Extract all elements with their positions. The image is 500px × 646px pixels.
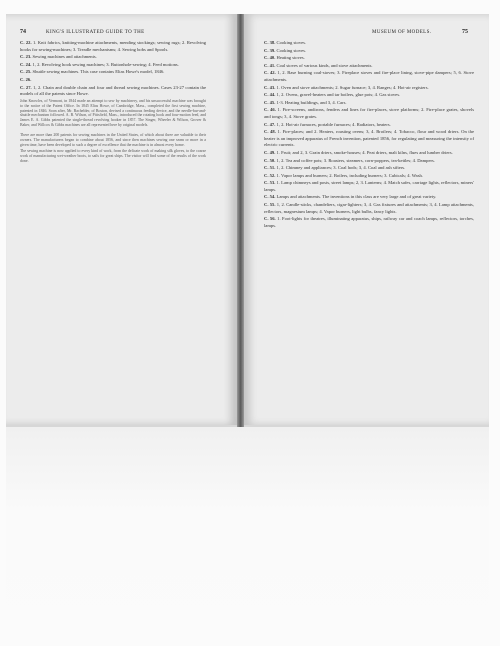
entry: C. 27. 1, 2. Chain and double chain and four and thread sewing machines. Cases 23-27 contain the models of all the patents since Howe. — [20, 84, 206, 97]
entry: C. 22. 1. Knit fabrics, knitting-machine attachments, mending stockings; sewing rugs; 2. Revolving hooks for sewing-machines; 3. Treadle mechanisms; 4. Sewing bobs and Spools. — [20, 40, 206, 52]
entry: C. 43. 1. Oven and stove attachments; 2. Sugar furnace; 3, 4. Ranges; 4. Hot-air registers. — [264, 84, 429, 90]
entry: C. 42. 1, 2. Base burning coal-stoves; 3. Fireplace stoves and fire-place lining, stove-pipe dampers; 5, 6. Stove attachments. — [264, 70, 474, 82]
blank-scan-area — [6, 427, 489, 639]
entry: C. 26. — [20, 76, 32, 82]
entry: C. 41. Coal stoves of various kinds, and stove attachments. — [264, 62, 373, 68]
entry: C. 48. 1. Fire-places; and 2. Heaters, roasting ovens; 3, 4. Broilers; 4. Tobacco, flour and wood driers. On the heater is an improved apparatus of French invention, patented 1856, for regulating and measuring the intensity of electric currents. — [264, 129, 474, 148]
entry: C. 53. 1. Lamp chimneys and posts, street lamps; 2, 3. Lanterns; 4. Match safes, carriage lights, reflectors, miners' lamps. — [264, 180, 474, 192]
book-spread — [6, 14, 489, 427]
entry: C. 52. 1. Vapor lamps and burners; 2. Boilers, including burners; 3. Cubicals; 4. Wash. — [264, 172, 423, 178]
right-page — [244, 14, 489, 425]
right-page-number: 75 — [462, 29, 468, 35]
entry: C. 55. 1, 2. Candle-sticks, chandeliers, cigar-lighters; 3, 4. Gas fixtures and attachments; 3, 4. Lamp attachments, reflectors, magnesium lamps; 4. Vapor burners, light bulbs, fancy lights. — [264, 202, 474, 214]
right-running-head: MUSEUM OF MODELS. — [372, 30, 432, 35]
entry: C. 24. 1, 2. Revolving hook sewing machines; 3. Buttonhole-sewing; 4. Feed motions. — [20, 61, 179, 67]
entry: C. 40. Heating stoves. — [264, 55, 305, 61]
entry: C. 44. 1, 2. Ovens, gravel-heaters and tar boilers, glue pots; 4. Gas stoves. — [264, 92, 401, 98]
entry: C. 25. Shuttle sewing machines. This case contains Elias Howe's model, 1846. — [20, 69, 165, 75]
entry: C. 49. 1. Fruit; and 2, 3. Grain driers, smoke-houses; 4. Peat driers, malt kilns, flues and lumber driers. — [264, 149, 453, 155]
entry: C. 46. 1. Fire-screens, andirons, fenders and lines for fire-places, stove platforms; 2. Fire-place grates, shovels and tongs; 3, 4. Stove grates. — [264, 107, 474, 119]
entry: C. 54. Lamps and attachments. The inventions in this class are very large and of great variety. — [264, 194, 437, 200]
left-page-number: 74 — [20, 29, 26, 35]
entry: C. 51. 1, 2. Chimney and appliances; 3. Coal hods; 3, 4. Coal and ash sifters. — [264, 165, 406, 171]
closing-paragraph: The sewing machine is now applied to every kind of work, from the delicate work of making silk gloves, to the coarse work of manufacturing wet-weather boots, to sails for great ships. The visitor will find some of the results of the work done. — [20, 148, 206, 163]
left-page-text — [20, 40, 206, 165]
left-running-head: KING'S ILLUSTRATED GUIDE TO THE — [46, 30, 145, 35]
entry: C. 56. 1. Foot-lights for theatres, illuminating apparatus, ships, railway car and coach lamps, reflectors, torches, lamps. — [264, 216, 475, 228]
right-page-text — [264, 40, 474, 230]
entry: C. 23. Sewing machines and attachments. — [20, 54, 97, 60]
book-gutter — [237, 14, 244, 427]
entry: C. 39. Cooking stoves. — [264, 47, 307, 53]
entry: C. 50. 1, 2. Tea and coffee pots; 3. Roasters, steamers, corn-poppers, tea-kettles; 4. Dampers. — [264, 157, 435, 163]
entry: C. 45. 1-3. Heating buildings, and 3, 4. Cars. — [264, 99, 347, 105]
entry: C. 47. 1, 2. Hot-air furnaces, portable furnaces; 4. Radiators, heaters. — [264, 121, 391, 127]
note-paragraph: There are more than 200 patents for sewing machines in the United States, of which about three are valuable to their owners. The manufacturers began to combine about 1856, and since then machines sewing one seam or more in a given time, have been developed to such a degree of excellence that the machine is in almost every home. — [20, 133, 206, 147]
entry: C. 38. Cooking stoves. — [264, 40, 307, 45]
left-page — [6, 14, 237, 425]
history-paragraph: John Knowles, of Vermont, in 1844 made an attempt to sew by machinery, and his unsuccessful machine was brought to the notice of the Patent Office. In 1845 Elias Howe, of Cambridge, Mass., completed the first sewing machine, patented in 1846. Soon after, Mr. Bachelder, of Boston, devised a continuous feeding device, and the needle-bar-and-shuttle mechanism followed. A. B. Wilson, of Pittsfield, Mass., introduced the rotating hook and four-motion feed, and James E. A. Gibbs patented the single-thread revolving hooker in 1857. The Singer, Wheeler & Wilson, Grover & Baker, and Willcox & Gibbs machines are all represented here by original models. — [20, 98, 206, 128]
